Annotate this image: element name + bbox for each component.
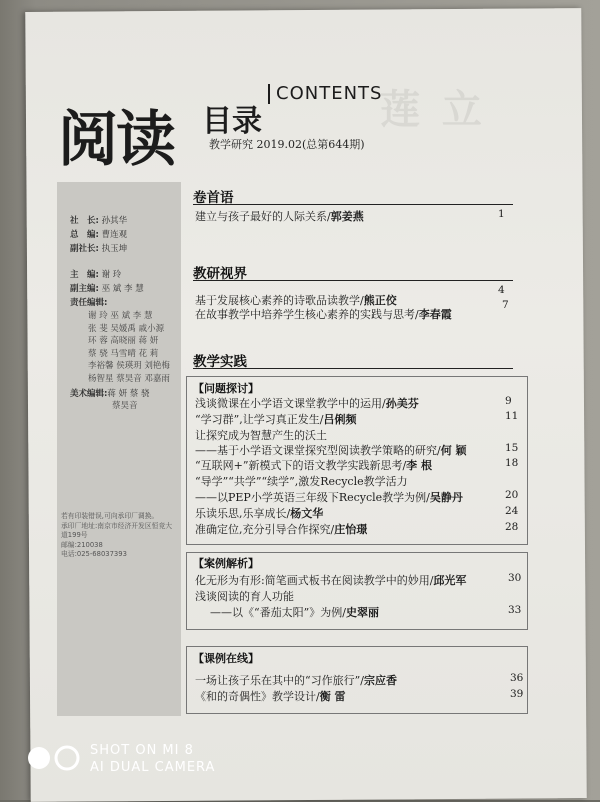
credit-deputy-publisher: 副社长: 执玉坤 [70,244,128,254]
camera-watermark-icon [24,743,84,773]
section-divider [193,368,513,369]
toc-entry: 让探究成为智慧产生的沃土 [195,429,327,442]
page-number: 30 [508,572,522,584]
page-number: 4 [498,284,505,296]
credit-art-editor: 美术编辑:蒋 妍 蔡 骁 [70,389,150,399]
watermark-line1: SHOT ON MI 8 [90,743,194,758]
toc-entry: 《和的奇偶性》教学设计/衡 雷 [195,690,346,703]
toc-entry: “学习群”,让学习真正发生/吕俐频 [195,413,357,426]
credit-publisher: 社 长: 孙其华 [70,216,128,226]
editor-names [88,310,170,386]
page-number: 9 [505,395,512,407]
section-divider [193,204,513,205]
toc-entry: 基于发展核心素养的诗歌品读教学/熊正佼 [195,294,397,307]
editor-row: 蔡 骁 马雪晴 花 莉 [88,348,159,359]
section-research: 教研视界 [193,266,247,282]
page-number: 15 [505,442,519,454]
credit-editor: 主 编: 谢 玲 [70,270,122,280]
page-number: 33 [508,604,522,616]
toc-entry: ——基于小学语文课堂探究型阅读教学策略的研究/何 颖 [195,444,467,457]
editor-row: 谢 玲 巫 斌 李 慧 [88,311,153,321]
page-number: 24 [505,505,519,517]
page-number: 39 [510,688,524,700]
toc-entry: 准确定位,充分引导合作探究/庄怡璟 [195,523,368,536]
page-number: 36 [510,672,524,684]
credit-chief-editor: 总 编: 曹连观 [70,230,128,240]
toc-entry: 浅谈微课在小学语文课堂教学中的运用/孙美芬 [195,397,419,410]
subsection-title: 【课例在线】 [193,652,259,665]
toc-entry: 在故事教学中培养学生核心素养的实践与思考/李春霞 [195,308,452,321]
page-number: 7 [502,299,509,311]
editor-row: 环 蓉 高晓丽 蒋 妍 [88,336,159,347]
watermark-line2: AI DUAL CAMERA [90,760,216,775]
issue-info: 教学研究 2019.02(总第644期) [209,138,365,151]
page-number: 20 [505,489,519,501]
toc-entry: “互联网+”新模式下的语文教学实践新思考/李 根 [195,459,433,472]
toc-entry: ——以《“番茄太阳”》为例/史翠丽 [210,606,379,619]
toc-entry: 乐读乐思,乐享成长/杨文华 [195,507,324,520]
magazine-logo: 阅读 [58,105,174,175]
contents-title-en: CONTENTS [268,84,382,104]
toc-entry: ——以PEP小学英语三年级下Recycle教学为例/吴静丹 [195,491,463,504]
section-foreword: 卷首语 [193,190,234,206]
credit-deputy-editor: 副主编: 巫 斌 李 慧 [70,284,144,294]
publication-info: 若有印装错误,可向承印厂调换。 承印厂地址:南京市经济开发区恒竞大道199号 邮编:210038 电话:025-68037393 [61,512,173,559]
contents-title-cn: 目录 [202,104,262,139]
toc-entry: 一场让孩子乐在其中的“习作旅行”/宗应香 [195,674,397,687]
page-number: 28 [505,521,519,533]
subsection-title: 【案例解析】 [193,557,259,570]
masthead-panel [57,182,181,716]
section-divider [193,280,513,281]
toc-entry: 浅谈阅读的育人功能 [195,590,294,603]
section-practice: 教学实践 [193,354,247,370]
subsection-title: 【问题探讨】 [193,382,259,395]
toc-entry: 化无形为有形:简笔画式板书在阅读教学中的妙用/邱光军 [195,574,467,587]
credit-responsible-editors: 责任编辑: [70,298,108,308]
editor-row: 杨智星 蔡昊音 邓嘉雨 [88,373,170,384]
page-number: 11 [505,410,519,422]
toc-entry: 建立与孩子最好的人际关系/郭姜燕 [195,210,364,223]
bleed-through-text: 莲 立 [380,86,486,133]
page-number: 1 [498,208,505,220]
editor-row: 李裕馨 侯瑛玥 刘艳梅 [88,361,170,372]
editor-row: 张 斐 吴媛禹 戚小源 [88,323,165,334]
toc-entry: “导学”“共学”“续学”,激发Recycle教学活力 [195,475,408,488]
art-editor-extra: 蔡昊音 [112,401,138,411]
page-number: 18 [505,457,519,469]
